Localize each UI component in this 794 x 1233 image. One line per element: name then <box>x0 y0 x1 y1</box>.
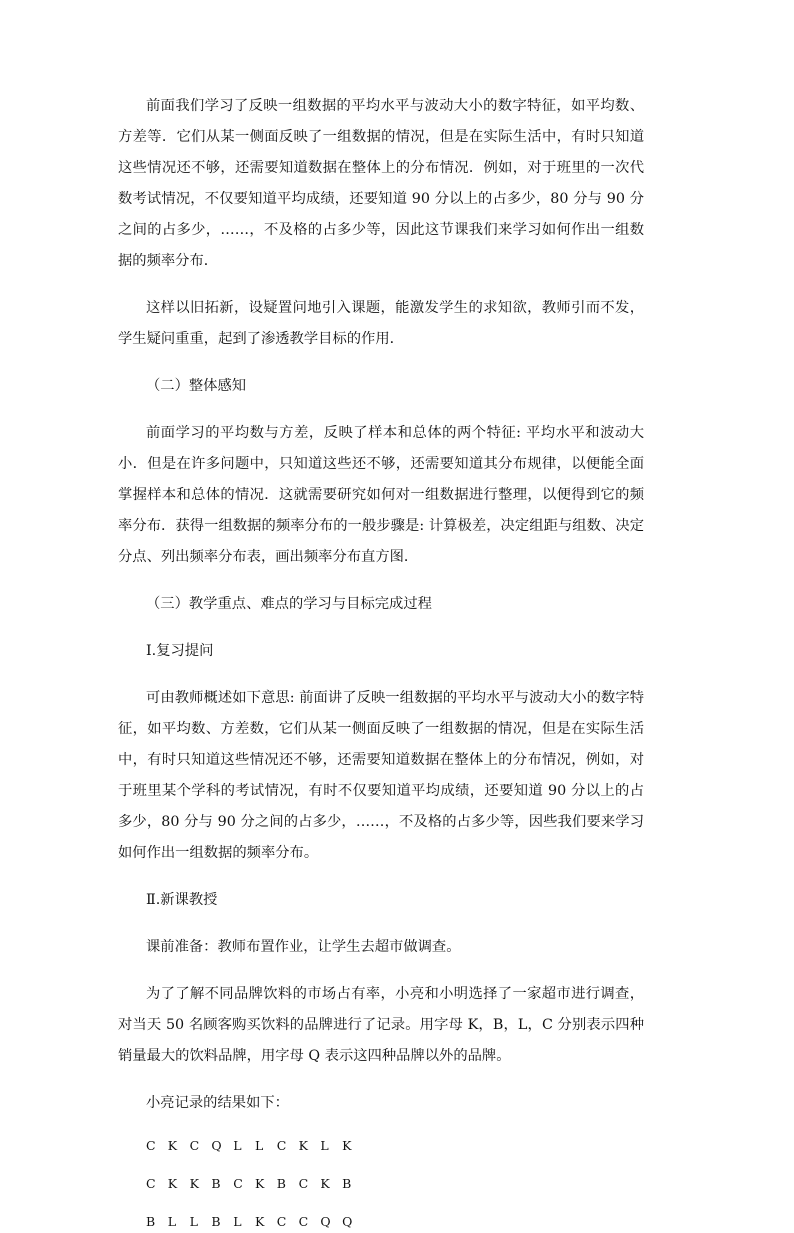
record-letter: K <box>254 1214 265 1229</box>
record-letter: K <box>320 1176 330 1191</box>
record-letter: L <box>320 1138 329 1153</box>
record-letter: B <box>276 1176 286 1191</box>
record-letter: K <box>342 1138 352 1153</box>
record-letter: B <box>146 1214 156 1229</box>
subheading-new-lesson: Ⅱ.新课教授 <box>146 892 218 908</box>
record-letter: C <box>233 1176 243 1191</box>
record-letter: C <box>146 1176 156 1191</box>
record-row <box>118 1211 644 1233</box>
record-letter: K <box>189 1176 199 1191</box>
comment-paragraph: 这样以旧拓新，设疑置问地引入课题，能激发学生的求知欲，教师引而不发，学生疑问重重，起到了渗透教学目标的作用． <box>118 300 644 347</box>
record-row <box>118 1173 644 1195</box>
section-heading-key-points: （三）教学重点、难点的学习与目标完成过程 <box>146 596 432 612</box>
record-letter: Q <box>211 1138 222 1153</box>
record-letter: Q <box>320 1214 331 1229</box>
prep-paragraph: 课前准备：教师布置作业，让学生去超市做调查。 <box>146 939 461 955</box>
section-heading-overall: （二）整体感知 <box>146 378 247 394</box>
record-letter: C <box>298 1214 309 1229</box>
record-row <box>118 1135 644 1157</box>
record-letter: C <box>146 1138 156 1153</box>
overall-paragraph: 前面学习的平均数与方差，反映了样本和总体的两个特征: 平均水平和波动大小．但是在许多问题中，只知道这些还不够，还需要知道其分布规律，以便能全面掌握样本和总体的情况．这就需要研究如何对一组数据进行整理，以便得到它的频率分布．获得一组数据的频率分布的一般步骤是: 计算极差，决定组距与组数、决定分点、列出频率分布表，画出频率分布直方图． <box>118 425 644 565</box>
subheading-review: Ⅰ.复习提问 <box>146 643 214 659</box>
survey-paragraph: 为了了解不同品牌饮料的市场占有率，小亮和小明选择了一家超市进行调查，对当天 50 名顾客购买饮料的品牌进行了记录。用字母 K，B，L，C 分别表示四种销量最大的饮料品牌，用字母 Q 表示这四种品牌以外的品牌。 <box>118 986 644 1064</box>
record-letter: L <box>233 1214 242 1229</box>
record-letter: K <box>298 1138 308 1153</box>
record-letter: Q <box>342 1214 353 1229</box>
record-letter: L <box>233 1138 242 1153</box>
record-letter: B <box>211 1214 221 1229</box>
record-letter: C <box>276 1138 287 1153</box>
record-letter: L <box>189 1214 198 1229</box>
record-letter: L <box>254 1138 264 1153</box>
record-intro: 小亮记录的结果如下： <box>146 1095 289 1111</box>
record-letter: K <box>254 1176 265 1191</box>
record-letter: L <box>167 1214 177 1229</box>
record-letter: B <box>211 1176 221 1191</box>
record-letter: B <box>342 1176 352 1191</box>
record-letter: C <box>189 1138 200 1153</box>
record-letter: K <box>167 1138 178 1153</box>
record-letter: K <box>167 1176 178 1191</box>
intro-paragraph: 前面我们学习了反映一组数据的平均水平与波动大小的数字特征，如平均数、方差等．它们从某一侧面反映了一组数据的情况，但是在实际生活中，有时只知道这些情况还不够，还需要知道数据在整体上的分布情况．例如，对于班里的一次代数考试情况，不仅要知道平均成绩，还要知道 90 分以上的占多少，80 分与 90 分之间的占多少，……，不及格的占多少等，因此这节课我们来学习如何作出一组数据的频率分布． <box>118 98 644 269</box>
record-letter: C <box>276 1214 287 1229</box>
review-paragraph: 可由教师概述如下意思: 前面讲了反映一组数据的平均水平与波动大小的数字特征，如平均数、方差数，它们从某一侧面反映了一组数据的情况，但是在实际生活中，有时只知道这些情况还不够，还需要知道数据在整体上的分布情况，例如，对于班里某个学科的考试情况，有时不仅要知道平均成绩，还要知道 90 分以上的占多少，80 分与 90 分之间的占多少，……，不及格的占多少等，因些我们要来学习如何作出一组数据的频率分布。 <box>118 690 644 861</box>
record-letter: C <box>298 1176 309 1191</box>
